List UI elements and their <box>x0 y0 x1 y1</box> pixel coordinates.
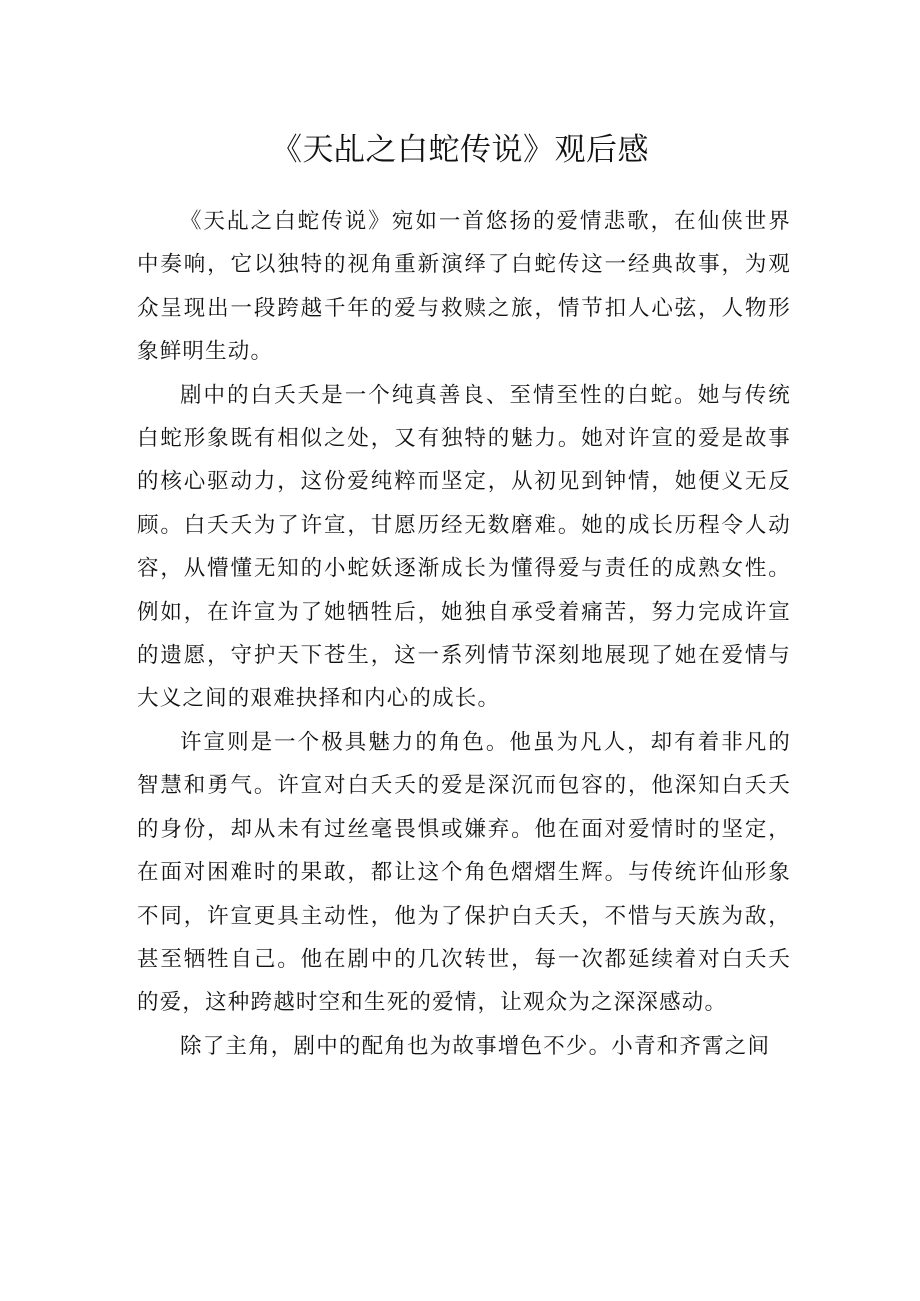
document-body <box>137 200 791 1068</box>
paragraph-2: 剧中的白夭夭是一个纯真善良、至情至性的白蛇。她与传统白蛇形象既有相似之处，又有独特的魅力。她对许宣的爱是故事的核心驱动力，这份爱纯粹而坚定，从初见到钟情，她便义无反顾。白夭夭为了许宣，甘愿历经无数磨难。她的成长历程令人动容，从懵懂无知的小蛇妖逐渐成长为懂得爱与责任的成熟女性。例如，在许宣为了她牺牲后，她独自承受着痛苦，努力完成许宣的遗愿，守护天下苍生，这一系列情节深刻地展现了她在爱情与大义之间的艰难抉择和内心的成长。 <box>137 382 791 712</box>
paragraph-4: 除了主角，剧中的配角也为故事增色不少。小青和齐霄之间 <box>180 1033 771 1059</box>
paragraph-3: 许宣则是一个极具魅力的角色。他虽为凡人，却有着非凡的智慧和勇气。许宣对白夭夭的爱是深沉而包容的，他深知白夭夭的身份，却从未有过丝毫畏惧或嫌弃。他在面对爱情时的坚定，在面对困难时的果敢，都让这个角色熠熠生辉。与传统许仙形象不同，许宣更具主动性，他为了保护白夭夭，不惜与天族为敌，甚至牺牲自己。他在剧中的几次转世，每一次都延续着对白夭夭的爱，这种跨越时空和生死的爱情，让观众为之深深感动。 <box>137 729 791 1016</box>
document-title: 《天乩之白蛇传说》观后感 <box>271 132 649 168</box>
paragraph-1: 《天乩之白蛇传说》宛如一首悠扬的爱情悲歌，在仙侠世界中奏响，它以独特的视角重新演绎了白蛇传这一经典故事，为观众呈现出一段跨越千年的爱与救赎之旅，情节扣人心弦，人物形象鲜明生动。 <box>137 209 791 365</box>
